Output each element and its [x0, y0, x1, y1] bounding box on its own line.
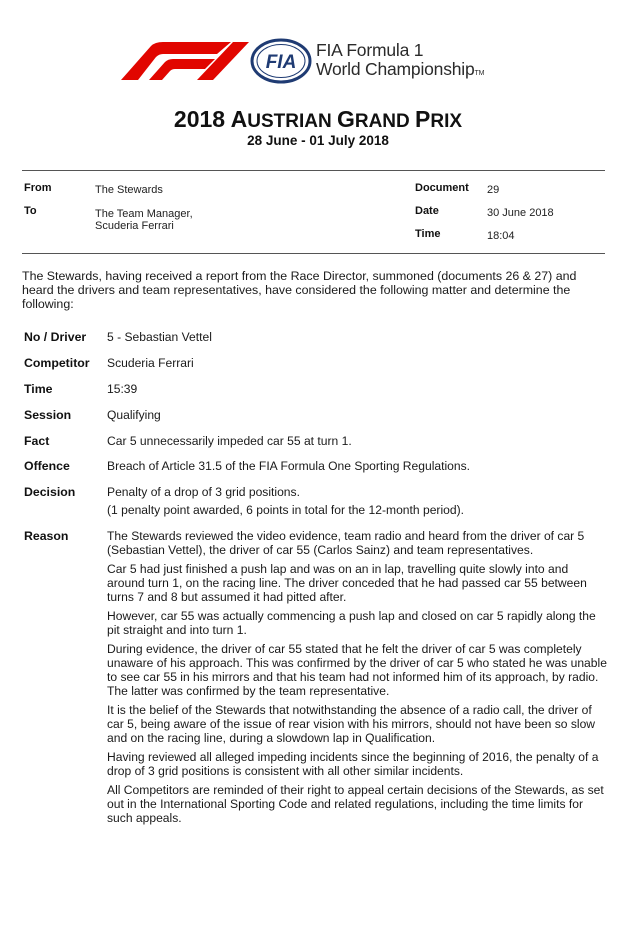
date-label: Date — [415, 205, 439, 217]
fia-badge-icon — [250, 38, 312, 84]
fact-label: Fact — [24, 434, 50, 448]
reason-paragraph: All Competitors are reminded of their right to appeal certain decisions of the Stewards, as set out in the International Sporting Code and related regulations, including the time limits for such appeals. — [107, 783, 604, 825]
intro-paragraph: The Stewards, having received a report from the Race Director, summoned (documents 26 & 27) and heard the drivers and team representatives, have considered the following matter and determine the following: — [22, 269, 577, 311]
reason-paragraph: Car 5 had just finished a push lap and was on an in lap, travelling quite slowly into and around turn 1, on the racing line. The driver conceded that he had passed car 55 between turns 7 and 8 but assumed it had pitted after. — [107, 562, 587, 604]
competitor-label: Competitor — [24, 356, 90, 370]
decision-value-line-2: (1 penalty point awarded, 6 points in total for the 12-month period). — [107, 503, 464, 517]
fia-badge-text: FIA — [265, 52, 297, 73]
decision-label: Decision — [24, 485, 76, 499]
from-value: The Stewards — [95, 184, 163, 196]
document-header — [0, 0, 636, 100]
time-label: Time — [415, 228, 441, 240]
reason-paragraph: The Stewards reviewed the video evidence, team radio and heard from the driver of car 5 (Sebastian Vettel), the driver of car 55 (Carlos Sainz) and team representatives. — [107, 529, 585, 557]
session-value: Qualifying — [107, 408, 161, 422]
reason-paragraph: It is the belief of the Stewards that notwithstanding the absence of a radio call, the driver of car 5, being aware of the issue of rear vision with his mirrors, should not have been so slow and on the racing line, during a slowdown lap in Qualification. — [107, 703, 596, 745]
reason-paragraph: During evidence, the driver of car 55 stated that he felt the driver of car 5 was completely unaware of his approach. This was confirmed by the driver of car 5 who stated he was unable to see car 55 in his mirrors and that his team had not informed him of its approach, by radio. The latter was confirmed by the team representative. — [107, 642, 607, 698]
from-label: From — [24, 182, 52, 194]
reason-paragraph: Having reviewed all alleged impeding incidents since the beginning of 2016, the penalty of a drop of 3 grid positions is consistent with all other similar incidents. — [107, 750, 599, 778]
session-label: Session — [24, 408, 72, 422]
offence-value: Breach of Article 31.5 of the FIA Formula One Sporting Regulations. — [107, 459, 471, 473]
reason-value — [107, 529, 609, 830]
trademark: TM — [474, 70, 485, 77]
reason-paragraph: However, car 55 was actually commencing a push lap and closed on car 5 rapidly along the pit straight and into turn 1. — [107, 609, 596, 637]
incident-time-label: Time — [24, 382, 53, 396]
brand-line-2: World ChampionshipTM — [316, 59, 485, 79]
document-label: Document — [415, 182, 469, 194]
driver-label: No / Driver — [24, 330, 87, 344]
decision-value — [107, 485, 609, 517]
brand-line-1: FIA Formula 1 — [316, 40, 424, 60]
fact-value: Car 5 unnecessarily impeded car 55 at turn 1. — [107, 434, 352, 448]
to-label: To — [24, 205, 37, 217]
incident-time-value: 15:39 — [107, 382, 138, 396]
document-value: 29 — [487, 184, 500, 196]
divider-top — [22, 170, 605, 171]
driver-value: 5 - Sebastian Vettel — [107, 330, 212, 344]
page-title: 2018 AUSTRIAN GRAND PRIX — [173, 106, 463, 132]
brand-text — [316, 41, 484, 83]
date-value: 30 June 2018 — [487, 207, 554, 219]
event-dates: 28 June - 01 July 2018 — [247, 133, 389, 148]
divider-bottom — [22, 253, 605, 254]
offence-label: Offence — [24, 459, 70, 473]
competitor-value: Scuderia Ferrari — [107, 356, 194, 370]
time-value: 18:04 — [487, 230, 515, 242]
decision-value-line-1: Penalty of a drop of 3 grid positions. — [107, 485, 300, 499]
to-value: The Team Manager, Scuderia Ferrari — [95, 208, 193, 232]
f1-logo-icon — [113, 40, 253, 82]
reason-label: Reason — [24, 529, 69, 543]
